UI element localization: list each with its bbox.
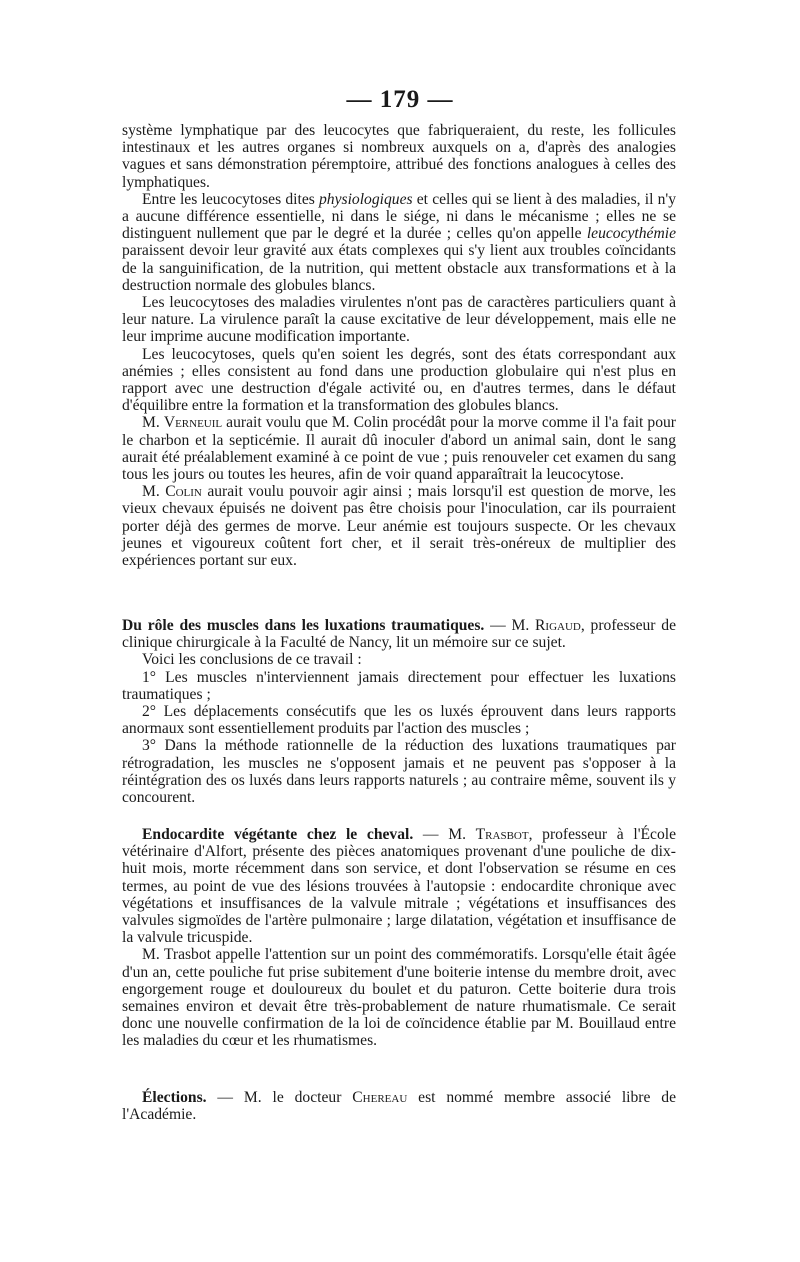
- list-item: 3° Dans la méthode rationnelle de la réduction des luxations traumatiques par rétrogradation, les muscles ne s'opposent jamais et ne peuvent pas s'opposer à la réintégration des os luxés dans leurs rapports naturels ; au contraire même, souvent ils y concourent.: [122, 737, 676, 807]
- section-heading-paragraph: Endocardite végétante chez le cheval. — M. Trasbot, professeur à l'École vétérinaire d'Alfort, présente des pièces anatomiques provenant d'une pouliche de dix-huit mois, morte récemment dans son service, et dont l'observation se résume en ces termes, au point de vue des lésions trouvées à l'autopsie : endocardite chronique avec végétations et insuffisances de la valvule mitrale ; végétations et insuffisances des valvules sigmoïdes de l'artère pulmonaire ; large dilatation, végétation et insuffisance de la valvule tricuspide.: [122, 826, 677, 947]
- paragraph: Entre les leucocytoses dites physiologiques et celles qui se lient à des maladies, il n'y a aucune différence essentielle, ni dans le siége, ni dans le mécanisme ; elles ne se distinguent nullement que par le degré et la durée ; celles qu'on appelle leucocythémie paraissent devoir leur gravité aux états complexes qui s'y lient aux troubles coïncidants de la sanguinification, de la nutrition, qui mettent obstacle aux transformations et à la destruction normale des globules blancs.: [122, 190, 676, 294]
- intro-section: [122, 122, 676, 569]
- list-item: 1° Les muscles n'interviennent jamais directement pour effectuer les luxations traumatiques ;: [122, 668, 676, 703]
- list-item: 2° Les déplacements consécutifs que les os luxés éprouvent dans leurs rapports anormaux sont essentiellement produits par l'action des muscles ;: [122, 703, 676, 738]
- section-heading: Endocardite végétante chez le cheval.: [142, 826, 414, 843]
- luxations-section: [122, 617, 676, 806]
- section-heading-paragraph: Du rôle des muscles dans les luxations traumatiques. — M. Rigaud, professeur de clinique chirurgicale à la Faculté de Nancy, lit un mémoire sur ce sujet.: [122, 617, 676, 652]
- paragraph: M. Verneuil aurait voulu que M. Colin procédât pour la morve comme il l'a fait pour le charbon et la septicémie. Il aurait dû inoculer d'abord un animal sain, dont le sang aurait été préalablement examiné à ce point de vue ; puis renouveler cet examen du sang tous les jours ou toutes les heures, afin de voir quand apparaîtrait la leucocytose.: [122, 414, 676, 484]
- section-heading: Élections.: [142, 1089, 207, 1106]
- page-number: — 179 —: [346, 86, 454, 113]
- paragraph: M. Colin aurait voulu pouvoir agir ainsi ; mais lorsqu'il est question de morve, les vieux chevaux épuisés ne doivent pas être choisis pour l'inoculation, car ils pourraient porter déjà des germes de morve. Leur anémie est toujours suspecte. Or les chevaux jeunes et vigoureux coûtent fort cher, et il serait très-onéreux de multiplier des expériences portant sur eux.: [122, 483, 676, 570]
- paragraph: Les leucocytoses des maladies virulentes n'ont pas de caractères particuliers quant à leur nature. La virulence paraît la cause excitative de leur développement, mais elle ne leur imprime aucune modification importante.: [122, 294, 676, 346]
- section-heading-paragraph: Élections. — M. le docteur Chereau est nommé membre associé libre de l'Académie.: [122, 1089, 676, 1124]
- paragraph: Voici les conclusions de ce travail :: [142, 651, 362, 669]
- paragraph: système lymphatique par des leucocytes que fabriqueraient, du reste, les follicules intestinaux et les autres organes si nombreux auxquels on a, d'après des analogies vagues et sans démonstration péremptoire, attribué des fonctions analogues à celles des lymphatiques.: [122, 122, 676, 191]
- section-heading: Du rôle des muscles dans les luxations traumatiques.: [122, 617, 485, 634]
- paragraph: Les leucocytoses, quels qu'en soient les degrés, sont des états correspondant aux anémies ; elles consistent au fond dans une production globulaire qui n'est plus en rapport avec une destruction d'égale activité ou, en d'autres termes, dans le défaut d'équilibre entre la formation et la transformation des globules blancs.: [122, 345, 676, 415]
- endocardite-section: [122, 826, 676, 1050]
- elections-section: [122, 1089, 676, 1123]
- paragraph: M. Trasbot appelle l'attention sur un point des commémoratifs. Lorsqu'elle était âgée d'un an, cette pouliche fut prise subitement d'une boiterie intense du membre droit, avec engorgement rouge et douloureux du boulet et du paturon. Cette boiterie dura trois semaines environ et devait être très-probablement de nature rhumatismale. Ce serait donc une nouvelle confirmation de la loi de coïncidence établie par M. Bouillaud entre les maladies du cœur et les rhumatismes.: [122, 946, 676, 1050]
